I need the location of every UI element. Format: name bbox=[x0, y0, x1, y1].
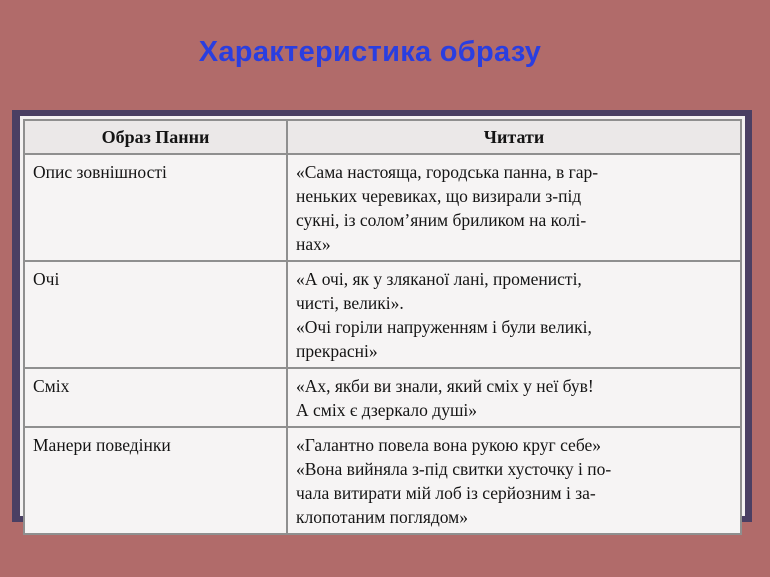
aspect-cell: Манери поведінки bbox=[24, 427, 287, 534]
table-inner bbox=[20, 116, 745, 527]
quote-line: чисті, великі». bbox=[296, 293, 404, 313]
quote-cell bbox=[287, 368, 741, 427]
quote-line: «Галантно повела вона рукою круг себе» bbox=[296, 435, 602, 455]
table-row bbox=[24, 154, 741, 261]
table-frame bbox=[12, 110, 752, 527]
quote-line: сукні, із солом’яним бриликом на колі- bbox=[296, 210, 587, 230]
header-image-of-panna: Образ Панни bbox=[24, 120, 287, 154]
aspect-cell: Опис зовнішності bbox=[24, 154, 287, 261]
quote-line: неньких черевиках, що визирали з-під bbox=[296, 186, 582, 206]
quote-line: чала витирати мій лоб із серйозним і за- bbox=[296, 483, 596, 503]
table-row bbox=[24, 427, 741, 534]
quote-line: А сміх є дзеркало душі» bbox=[296, 400, 478, 420]
table-row bbox=[24, 261, 741, 368]
slide-title: Характеристика образу bbox=[198, 36, 542, 68]
table-header-row bbox=[24, 120, 741, 154]
aspect-cell: Сміх bbox=[24, 368, 287, 427]
quote-cell bbox=[287, 154, 741, 261]
quote-line: «Ах, якби ви знали, який сміх у неї був! bbox=[296, 376, 594, 396]
aspect-cell: Очі bbox=[24, 261, 287, 368]
characteristics-table bbox=[23, 119, 742, 535]
header-read: Читати bbox=[287, 120, 741, 154]
quote-cell bbox=[287, 427, 741, 534]
quote-line: нах» bbox=[296, 234, 331, 254]
quote-line: «Сама настояща, городська панна, в гар- bbox=[296, 162, 599, 182]
quote-line: «Очі горіли напруженням і були великі, bbox=[296, 317, 592, 337]
quote-cell bbox=[287, 261, 741, 368]
quote-line: «Вона вийняла з-під свитки хусточку і по- bbox=[296, 459, 612, 479]
quote-line: клопотаним поглядом» bbox=[296, 507, 469, 527]
quote-line: прекрасні» bbox=[296, 341, 378, 361]
quote-line: «А очі, як у зляканої лані, променисті, bbox=[296, 269, 582, 289]
table-row bbox=[24, 368, 741, 427]
